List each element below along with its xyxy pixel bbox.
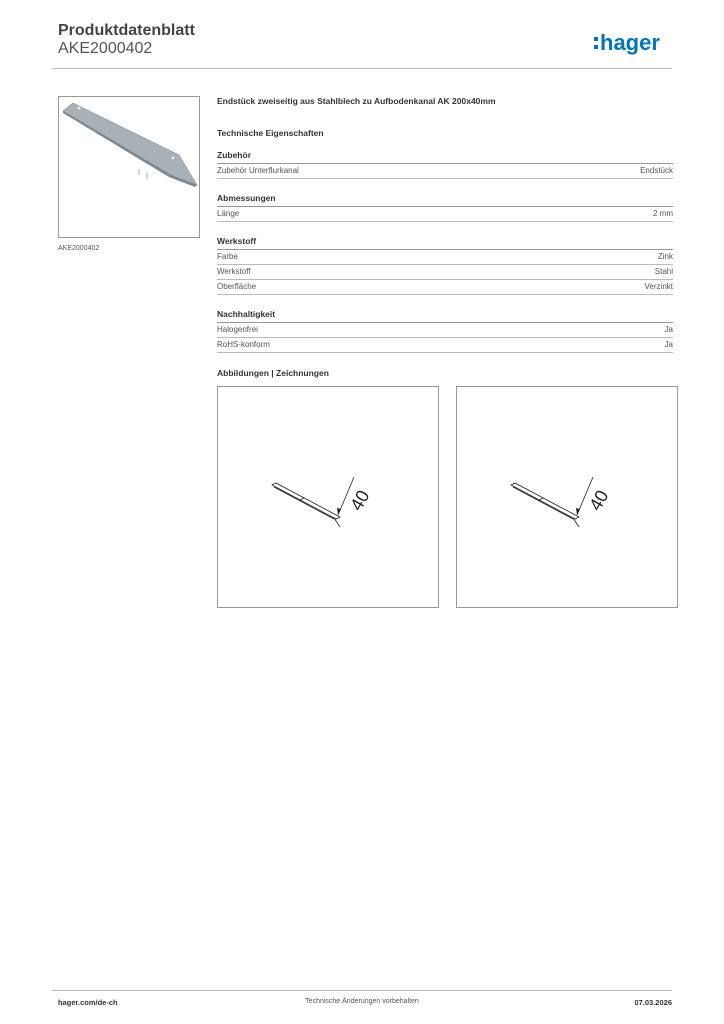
spec-row xyxy=(217,338,673,353)
technical-drawing xyxy=(457,387,677,607)
product-details xyxy=(217,96,673,367)
page-title: Produktdatenblatt xyxy=(58,22,195,39)
spec-row xyxy=(217,164,673,179)
product-description: Endstück zweiseitig aus Stahlblech zu Aufbodenkanal AK 200x40mm xyxy=(217,96,496,106)
spec-label: Halogenfrei xyxy=(217,325,258,334)
section-zubehoer xyxy=(217,150,673,179)
spec-row xyxy=(217,280,673,295)
footer-date: 07.03.2026 xyxy=(634,998,672,1007)
spec-row xyxy=(217,207,673,222)
spec-value: Zink xyxy=(657,252,673,261)
spec-label: Länge xyxy=(217,209,240,218)
product-image-caption: AKE2000402 xyxy=(58,245,100,252)
section-heading: Zubehör xyxy=(217,150,673,164)
section-heading: Nachhaltigkeit xyxy=(217,309,673,323)
hager-logo xyxy=(592,28,672,58)
spec-row xyxy=(217,323,673,338)
spec-label: RoHS-konform xyxy=(217,340,270,349)
section-nachhaltigkeit xyxy=(217,309,673,353)
footer-notice: Technische Änderungen vorbehalten xyxy=(305,998,419,1005)
spec-row xyxy=(217,250,673,265)
figures-heading: Abbildungen | Zeichnungen xyxy=(217,368,329,378)
footer-website-link[interactable]: hager.com/de-ch xyxy=(58,998,118,1007)
dimension-label: 40 xyxy=(346,486,374,514)
product-illustration xyxy=(59,97,199,237)
header-divider xyxy=(52,68,672,69)
spec-label: Werkstoff xyxy=(217,267,251,276)
section-heading: Abmessungen xyxy=(217,193,673,207)
spec-value: Ja xyxy=(664,340,673,349)
section-abmessungen xyxy=(217,193,673,222)
spec-value: 2 mm xyxy=(653,209,673,218)
spec-value: Verzinkt xyxy=(644,282,673,291)
article-number: AKE2000402 xyxy=(58,40,153,57)
spec-value: Ja xyxy=(664,325,673,334)
footer-divider xyxy=(52,990,672,991)
product-image xyxy=(58,96,200,238)
spec-label: Oberfläche xyxy=(217,282,257,291)
drawing-2 xyxy=(456,386,678,608)
section-werkstoff xyxy=(217,236,673,295)
drawing-1 xyxy=(217,386,439,608)
technical-drawing xyxy=(218,387,438,607)
spec-value: Endstück xyxy=(640,166,673,175)
dimension-label: 40 xyxy=(585,486,613,514)
spec-label: Farbe xyxy=(217,252,238,261)
spec-value: Stahl xyxy=(654,267,673,276)
spec-label: Zubehör Unterflurkanal xyxy=(217,166,299,175)
section-heading: Werkstoff xyxy=(217,236,673,250)
tech-heading: Technische Eigenschaften xyxy=(217,128,324,138)
spec-row xyxy=(217,265,673,280)
svg-text:hager: hager xyxy=(600,30,660,55)
